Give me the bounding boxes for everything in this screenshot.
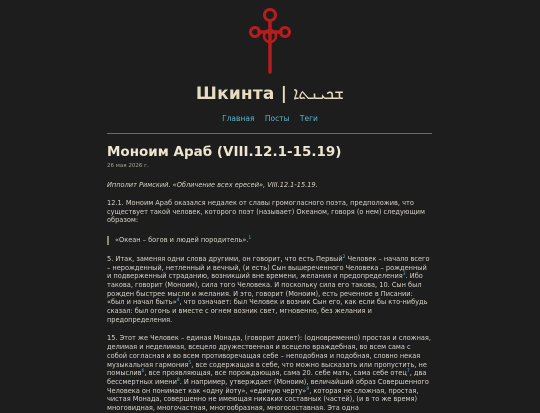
footnote-ref-7[interactable]: 7 (406, 369, 410, 375)
nav-link-tags[interactable]: Теги (299, 114, 318, 123)
footnote-ref-2[interactable]: 2 (342, 254, 346, 260)
title-separator: | (274, 84, 294, 104)
main-nav (0, 114, 540, 123)
red-cross-circle-icon[interactable] (249, 6, 291, 76)
footnote-ref-9[interactable]: 9 (306, 386, 310, 392)
footnote-ref-6[interactable]: 6 (141, 369, 145, 375)
post-source: Ипполит Римский. «Обличение всех ересей», VIII.12.1-15.19. (107, 181, 318, 189)
paragraph-5: 5. Итак, заменяя одни слова другими, он говорит, что есть Первый$^2$ Человек – начало всего – нерожденный, нетленный и вечный, (и есть) Сын вышереченного Человека – рожденный и подверженный страданию, возникший вне времени, желания и предопределения$^3$. Ибо такова, говорит (Моноим), сила того Человека. И поскольку сила его такова, 10. Сын был рожден быстрее мысли и желания. И это, говорит (Моноим), есть реченное в Писании: «был и начал быть»$^4$, что означает: был Человек и возник Сын его, как если бы кто-нибудь сказал: был огонь и вместе с огнем возник свет, мгновенно, без желания и предопределения. (107, 254, 430, 324)
footnote-ref-5[interactable]: 5 (188, 360, 192, 366)
paragraph-15: 15. Этот же Человек – единая Монада, (говорит докет): (одновременно) простая и сложная, делимая и неделимая, всецело дружественная и всецело враждебная, во всем сама с собой согласная и во всем противоречащая себе – неподобная и подобная, словно некая музыкальная гармония$^5$, все содержащая в себе, что можно высказать или пропустить, не помыслив$^6$, все проявляющая, все порождающая, сама 20. себе мать, сама себе отец$^7$, два бессмертных имени$^8$. И например, утверждает (Моноим), величайший образ Совершенного Человека он понимает как «одну йоту», «единую черту»$^9$, которая не сложная, простая, чистая Монада, совершенно не имеющая никаких составных (частей), (и в то же время) многовидная, многочастная, многообразная, многосоставная. Эта одна (107, 334, 431, 413)
quote-text: «Океан – богов и людей породитель». (115, 236, 249, 245)
blockquote (107, 236, 432, 245)
post-title: Моноим Араб (VIII.12.1-15.19) (107, 144, 342, 160)
site-title-syriac: ܫܟܝܢܬܐ (293, 84, 345, 104)
footnote-ref-4[interactable]: 4 (176, 298, 180, 304)
post-article (107, 144, 432, 413)
footnote-ref-1[interactable]: 1 (248, 235, 252, 241)
post-date: 26 мая 2026 г. (107, 163, 149, 169)
paragraph-12-1: 12.1. Моноим Араб оказался недалек от славы громогласного поэта, предположив, что существует такой человек, которого поэт (называет) Океаном, говоря (о нем) следующим образом: (107, 199, 425, 225)
nav-link-posts[interactable]: Посты (264, 114, 290, 123)
footnote-ref-8[interactable]: 8 (176, 377, 180, 383)
header-divider (107, 133, 432, 134)
nav-link-home[interactable]: Главная (222, 114, 255, 123)
site-title[interactable] (0, 84, 540, 104)
site-title-russian: Шкинта (195, 84, 275, 104)
footnote-ref-3[interactable]: 3 (402, 272, 406, 278)
